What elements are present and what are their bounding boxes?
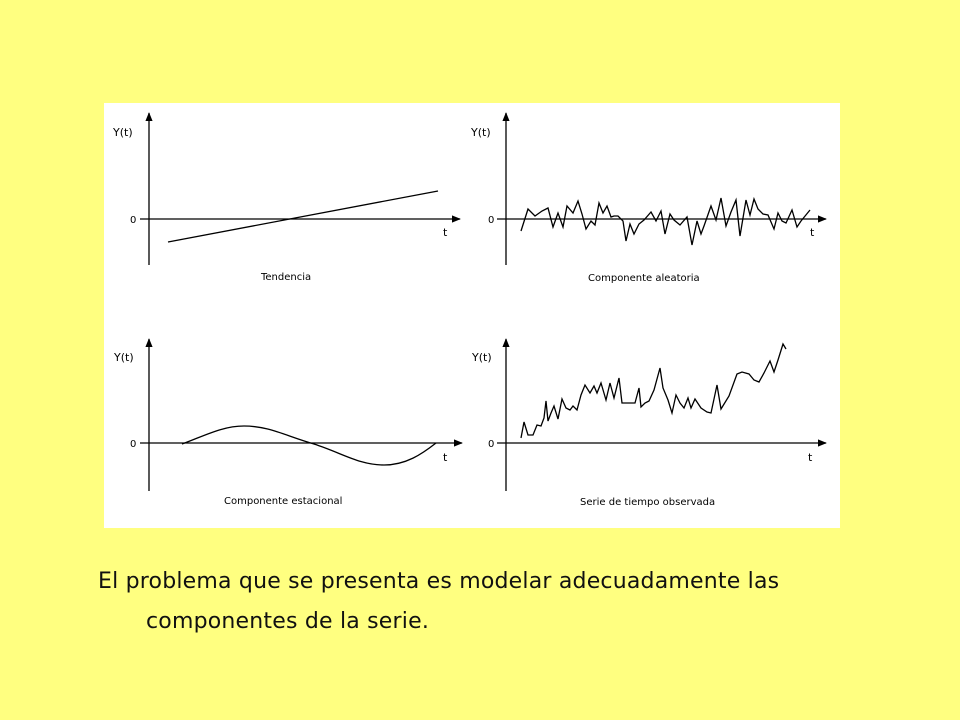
x-axis-label: t: [443, 451, 448, 464]
y-axis-label: Y(t): [114, 351, 134, 364]
panel-observed: [471, 339, 826, 508]
caption-line-2: componentes de la serie.: [146, 609, 430, 634]
panel-seasonal: [113, 339, 462, 507]
y-axis-label: Y(t): [471, 126, 491, 139]
time-series-components-figure: [104, 103, 840, 528]
trend-line: [168, 191, 438, 242]
panel-random: [470, 113, 826, 284]
x-axis-label: t: [810, 226, 815, 239]
panel-title: Componente aleatoria: [588, 273, 700, 284]
panel-title: Serie de tiempo observada: [580, 497, 716, 508]
x-axis-label: t: [808, 451, 813, 464]
zero-label: 0: [488, 439, 495, 450]
caption-line-1: El problema que se presenta es modelar adecuadamente las: [98, 569, 780, 594]
zero-label: 0: [130, 439, 137, 450]
zero-label: 0: [130, 215, 137, 226]
panel-title: Componente estacional: [224, 496, 343, 507]
zero-label: 0: [488, 215, 495, 226]
components-diagram: [104, 103, 840, 528]
y-axis-label: Y(t): [113, 126, 133, 139]
panel-trend: [112, 113, 460, 283]
x-axis-label: t: [443, 226, 448, 239]
y-axis-label: Y(t): [472, 351, 492, 364]
random-noise-line: [521, 198, 810, 245]
observed-series-line: [521, 344, 786, 438]
panel-title: Tendencia: [261, 272, 312, 283]
seasonal-sine-line: [182, 426, 436, 465]
caption-text: [98, 562, 878, 642]
